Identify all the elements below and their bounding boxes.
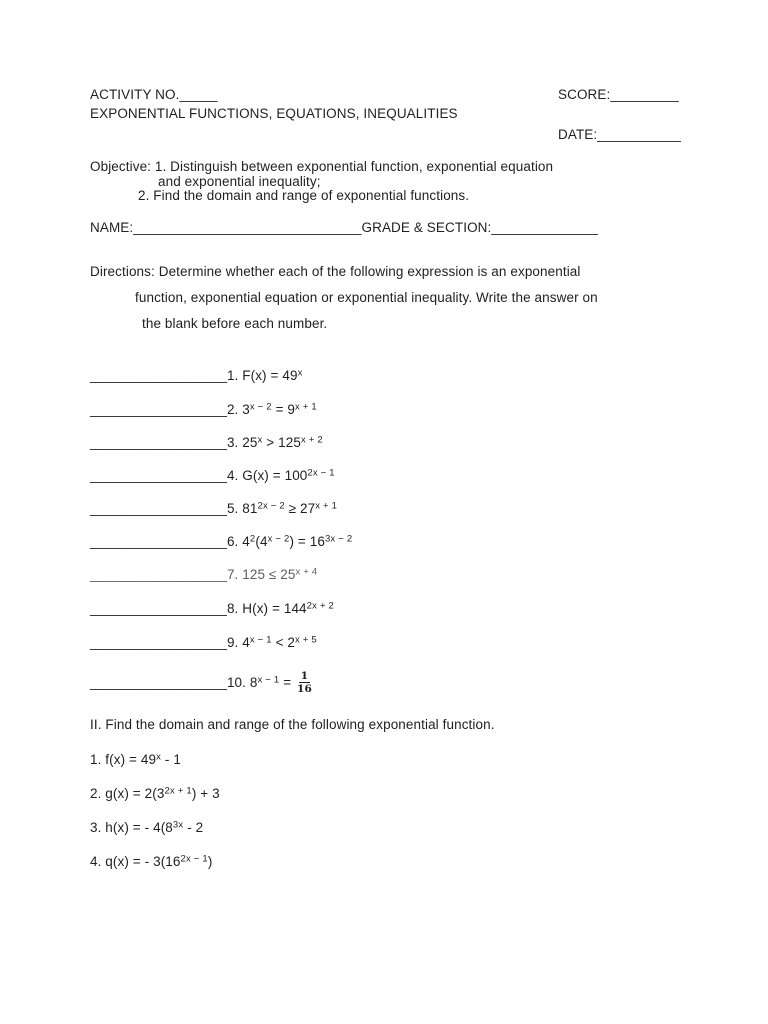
part1-item-2: [90, 402, 317, 419]
math-expression: 9. $4^{x - 1} < 2^{x + 5}$: [226, 634, 317, 650]
part1-item-6: [90, 534, 352, 551]
name-grade-line: NAME:______________________________GRADE & SECTION:______________: [90, 220, 598, 235]
math-expression: 5. $81^{2x - 2} \ge 27^{x + 1}$: [226, 500, 338, 516]
math-expression: 1. $f(x) = 49^x - 1$: [90, 751, 181, 767]
answer-blank: __________________: [90, 368, 227, 383]
part2-item-1: [90, 752, 181, 769]
worksheet-title: EXPONENTIAL FUNCTIONS, EQUATIONS, INEQUALITIES: [90, 106, 458, 121]
part2-item-3: [90, 820, 203, 837]
part2-heading: II. Find the domain and range of the following exponential function.: [90, 717, 495, 732]
directions-line-2: function, exponential equation or exponential inequality. Write the answer on: [135, 290, 598, 305]
part1-item-8: [90, 601, 334, 618]
answer-blank: __________________: [90, 601, 227, 616]
directions-line-1: Directions: Determine whether each of the following expression is an exponential: [90, 264, 581, 279]
objective-line-2: and exponential inequality;: [158, 174, 321, 189]
part2-item-2: [90, 786, 220, 803]
part2-item-4: [90, 854, 212, 871]
answer-blank: __________________: [90, 675, 227, 691]
math-expression: 1. $F(x) = 49^x$: [226, 367, 303, 383]
answer-blank: __________________: [90, 435, 227, 450]
directions-line-3: the blank before each number.: [142, 316, 328, 331]
answer-blank: __________________: [90, 501, 227, 516]
part1-item-3: [90, 435, 323, 452]
answer-blank: __________________: [90, 402, 227, 417]
objective-line-3: 2. Find the domain and range of exponential functions.: [138, 188, 470, 203]
date-label: DATE:___________: [558, 127, 681, 142]
math-expression: 3. h(x) = - $4(8^{3x} - 2$: [90, 819, 204, 835]
part1-item-1: [90, 368, 303, 385]
part1-item-5: [90, 501, 337, 518]
math-expression: 4. $G(x) = 100^{2x - 1}$: [226, 467, 335, 483]
activity-no-label: ACTIVITY NO._____: [90, 87, 218, 102]
objective-line-1: Objective: 1. Distinguish between exponential function, exponential equation: [90, 159, 554, 174]
part1-item-7: [90, 567, 317, 584]
answer-blank: __________________: [90, 567, 227, 582]
math-expression: 3. $25^x > 125^{x + 2}$: [226, 434, 323, 450]
math-expression: 2. $g(x) = 2(3^{2x + 1}) + 3$: [90, 785, 220, 801]
math-expression: 4. q(x) = - $3(16^{2x - 1})$: [90, 853, 213, 869]
score-label: SCORE:_________: [558, 87, 679, 102]
math-expression: 7. $125 \le 25^{x + 4}$: [226, 566, 318, 582]
answer-blank: __________________: [90, 534, 227, 549]
math-expression: 2. $3^{x - 2} = 9^{x + 1}$: [226, 401, 317, 417]
math-expression: 6. $4^2(4^{x - 2}) = 16^{3x - 2}$: [226, 533, 353, 549]
answer-blank: __________________: [90, 635, 227, 650]
part1-item-10: [90, 671, 313, 696]
part1-item-9: [90, 635, 317, 652]
math-expression: 8. $H(x) = 144^{2x + 2}$: [226, 600, 335, 616]
answer-blank: __________________: [90, 468, 227, 483]
math-expression: 10. $8^{x - 1}$ = $\frac{1}{16}$: [226, 670, 312, 696]
part1-item-4: [90, 468, 335, 485]
